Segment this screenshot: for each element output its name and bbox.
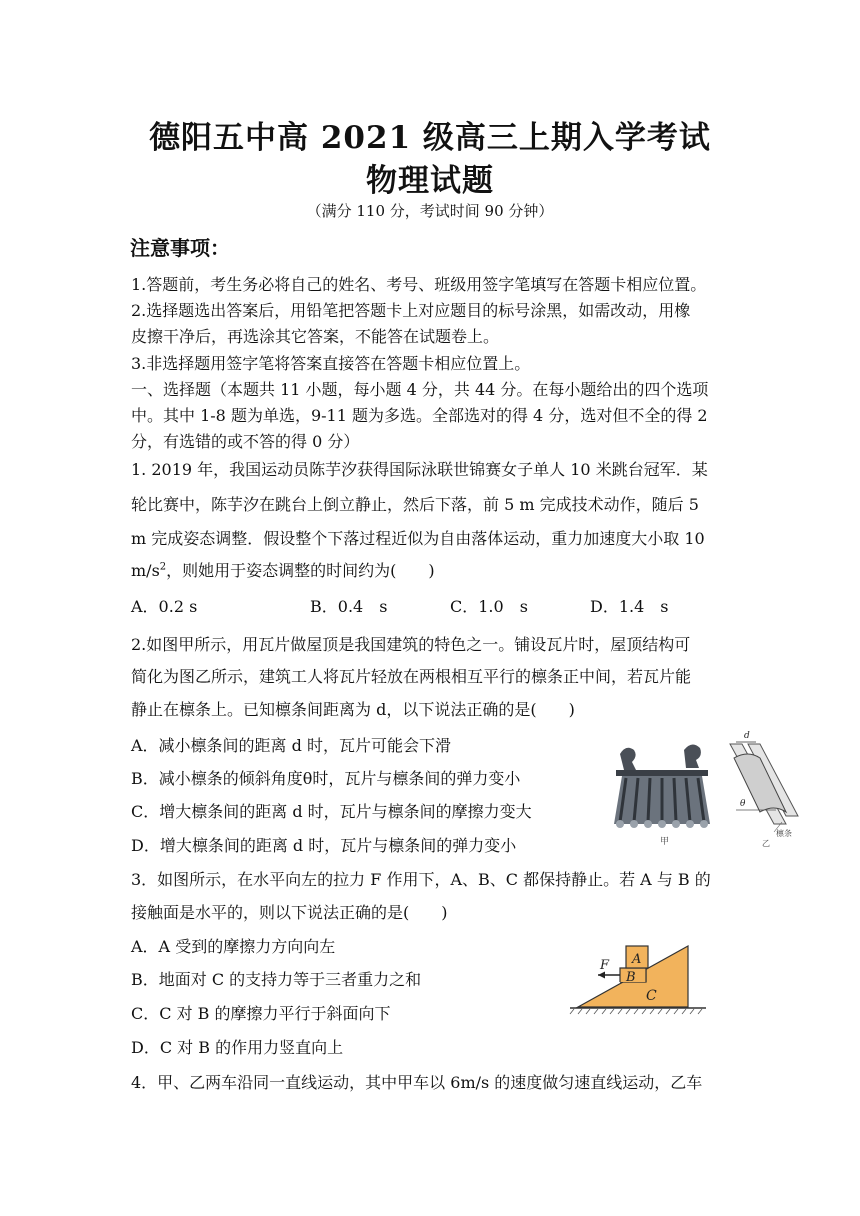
label-a: A xyxy=(632,952,642,967)
q2-option-a: A．减小檩条间的距离 d 时，瓦片可能会下滑 xyxy=(131,736,451,755)
question-1-stem-end: ，则她用于姿态调整的时间约为( ) xyxy=(166,561,435,580)
q2-option-d: D．增大檩条间的距离 d 时，瓦片与檩条间的弹力变小 xyxy=(131,836,517,855)
question-1-line: m 完成姿态调整．假设整个下落过程近似为自由落体运动，重力加速度大小取 10 xyxy=(131,529,705,548)
notice-line: 1.答题前，考生务必将自己的姓名、考号、班级用签字笔填写在答题卡相应位置。 xyxy=(131,275,707,294)
label-c: C xyxy=(646,988,657,1004)
subject-title: 物理试题 xyxy=(366,163,494,199)
question-4-line: 4．甲、乙两车沿同一直线运动，其中甲车以 6m/s 的速度做匀速直线运动，乙车 xyxy=(131,1073,703,1092)
q3-option-c: C．C 对 B 的摩擦力平行于斜面向下 xyxy=(131,1004,391,1023)
q1-option-b: B．0.4 s xyxy=(310,597,388,616)
q1-option-c: C．1.0 s xyxy=(450,597,528,616)
figure-label-jia: 甲 xyxy=(660,837,670,847)
force-f-label: F xyxy=(600,958,610,973)
question-3-line: 接触面是水平的，则以下说法正确的是( ) xyxy=(131,903,448,922)
q3-option-b: B．地面对 C 的支持力等于三者重力之和 xyxy=(131,970,422,989)
figure-label-yi: 乙 xyxy=(762,839,770,848)
q2-option-c: C．增大檩条间的距离 d 时，瓦片与檩条间的摩擦力变大 xyxy=(131,802,532,821)
exam-subtitle: （满分 110 分，考试时间 90 分钟） xyxy=(306,202,554,220)
label-b: B xyxy=(626,970,636,985)
notice-line: 2.选择题选出答案后，用铅笔把答题卡上对应题目的标号涂黑，如需改动，用橡 xyxy=(131,301,691,320)
notice-line: 皮擦干净后，再选涂其它答案，不能答在试题卷上。 xyxy=(131,327,500,346)
notice-heading: 注意事项： xyxy=(130,236,230,260)
q3-option-a: A．A 受到的摩擦力方向向左 xyxy=(131,937,336,956)
question-2-line: 简化为图乙所示，建筑工人将瓦片轻放在两根相互平行的檩条正中间，若瓦片能 xyxy=(131,667,692,686)
question-3-line: 3．如图所示，在水平向左的拉力 F 作用下，A、B、C 都保持静止。若 A 与 B 的 xyxy=(131,870,711,889)
unit-superscript: 2 xyxy=(159,561,167,573)
unit-text: m/s xyxy=(131,561,160,580)
exam-title: 德阳五中高 2021 级高三上期入学考试 xyxy=(149,120,711,156)
question-1-line: 轮比赛中，陈芋汐在跳台上倒立静止，然后下落，前 5 m 完成技术动作，随后 5 xyxy=(131,495,699,514)
purlin-diagram-figure xyxy=(716,728,800,852)
question-1-line xyxy=(131,558,435,581)
question-2-line: 静止在檩条上。已知檩条间距离为 d，以下说法正确的是( ) xyxy=(131,700,575,719)
q2-option-b: B．减小檩条的倾斜角度θ时，瓦片与檩条间的弹力变小 xyxy=(131,769,521,788)
section-intro-line: 分，有选错的或不答的得 0 分） xyxy=(131,432,360,451)
q1-option-d: D．1.4 s xyxy=(590,597,669,616)
q3-option-d: D．C 对 B 的作用力竖直向上 xyxy=(131,1038,344,1057)
theta-label: θ xyxy=(740,799,746,809)
q1-option-a: A．0.2 s xyxy=(131,597,198,616)
roof-tile-photo-figure xyxy=(612,732,712,850)
section-intro-line: 一、选择题（本题共 11 小题，每小题 4 分，共 44 分。在每小题给出的四个选项 xyxy=(131,380,709,399)
notice-line: 3.非选择题用签字笔将答案直接答在答题卡相应位置上。 xyxy=(131,354,531,373)
incline-blocks-figure xyxy=(568,938,708,1016)
section-intro-line: 中。其中 1-8 题为单选，9-11 题为多选。全部选对的得 4 分，选对但不全的得 2 xyxy=(131,406,708,425)
distance-d-label: d xyxy=(744,731,750,741)
purlin-label: 檩条 xyxy=(776,829,792,838)
question-1-line: 1. 2019 年，我国运动员陈芋汐获得国际泳联世锦赛女子单人 10 米跳台冠军．某 xyxy=(131,460,708,479)
question-2-line: 2.如图甲所示，用瓦片做屋顶是我国建筑的特色之一。铺设瓦片时，屋顶结构可 xyxy=(131,635,691,654)
